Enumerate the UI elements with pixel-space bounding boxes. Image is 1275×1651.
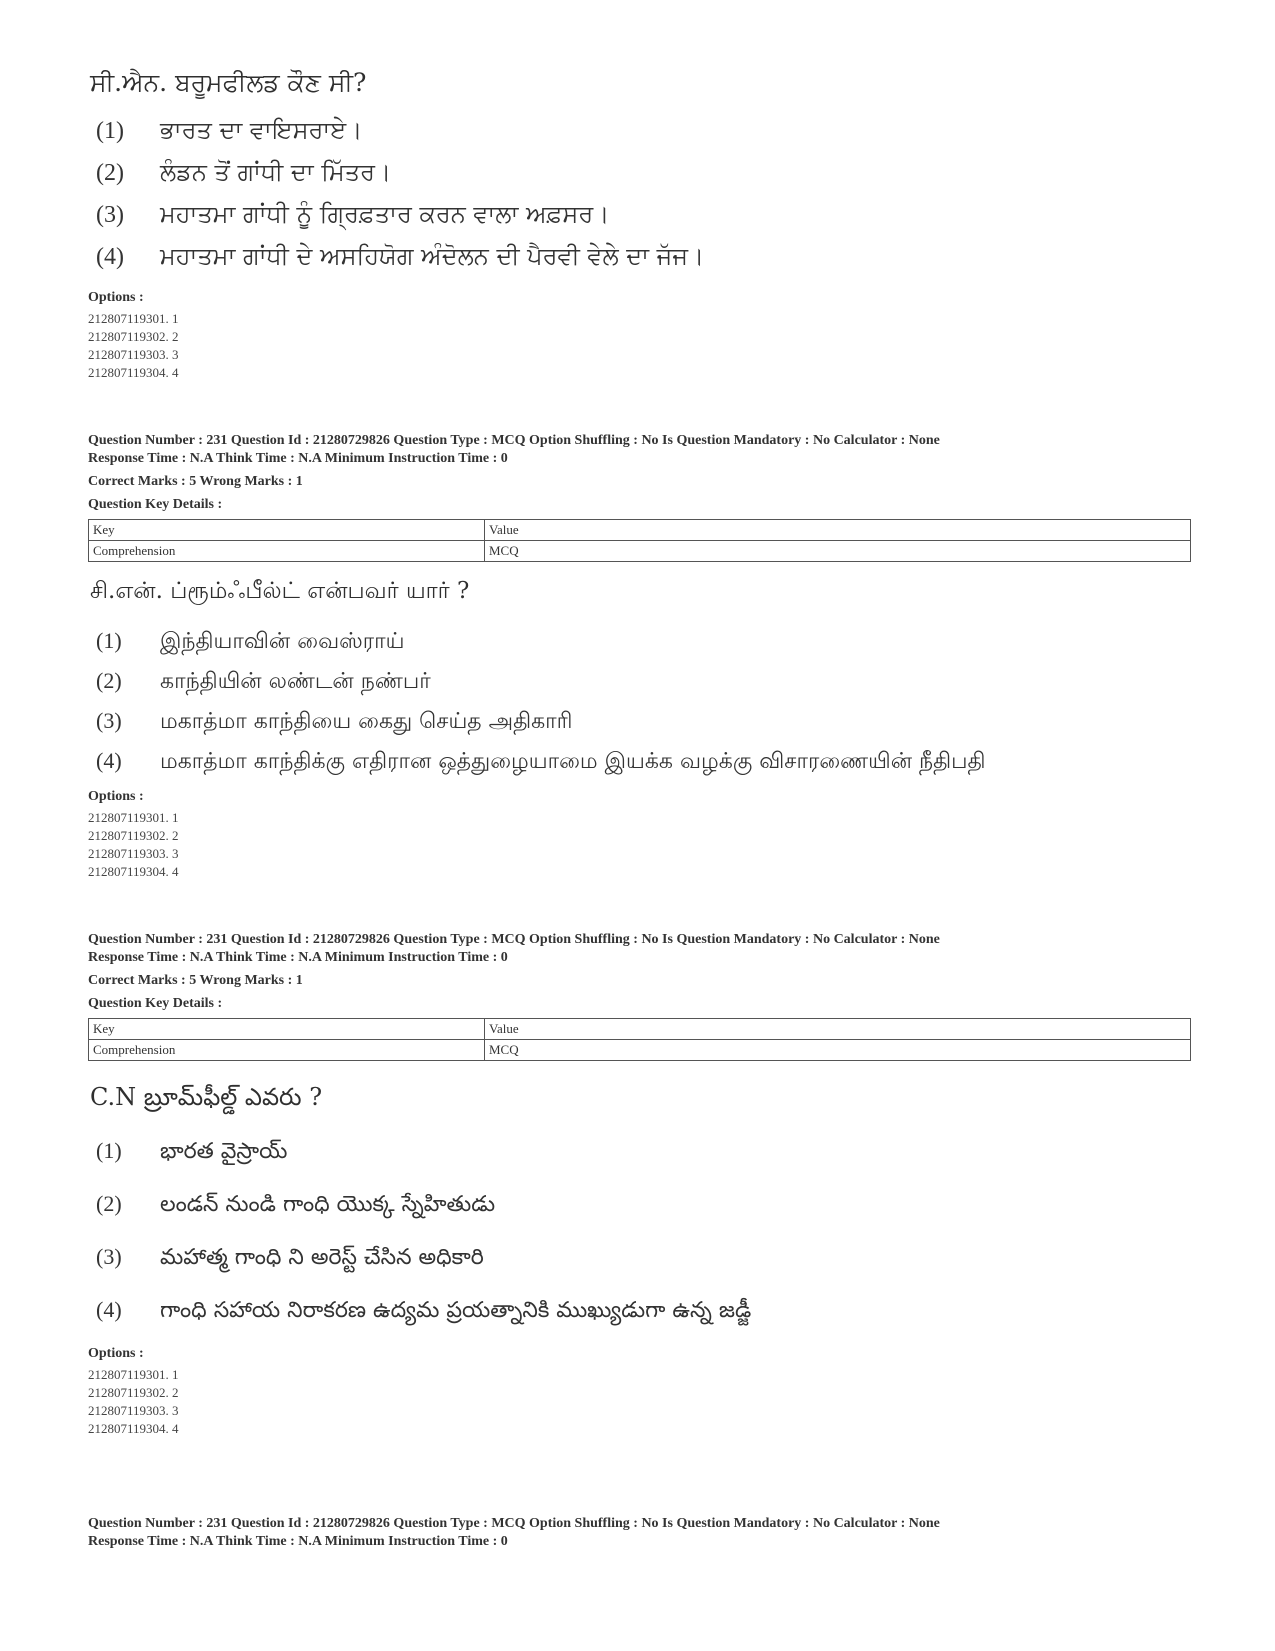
option-text: గాంధి సహాయ నిరాకరణ ఉద్యమ ప్రయత్నానికి ముఖ్యుడుగా ఉన్న జడ్జీ [160, 1298, 752, 1323]
option-number: (4) [96, 1297, 122, 1322]
option-id: 212807119302. 2 [88, 329, 179, 344]
question-text-tamil: சி.என். ப்ரூம்ஃபீல்ட் என்பவர் யார் ? [90, 578, 470, 604]
option-id: 212807119303. 3 [88, 846, 179, 861]
question-meta-line1: Question Number : 231 Question Id : 21280729826 Question Type : MCQ Option Shuffling : No Is Question Mandatory : No Calculator : None [88, 1516, 940, 1531]
question-meta-line1: Question Number : 231 Question Id : 21280729826 Question Type : MCQ Option Shuffling : No Is Question Mandatory : No Calculator : None [88, 932, 940, 947]
option-1 [96, 628, 404, 657]
table-cell-value: MCQ [485, 1040, 1191, 1061]
table-row [89, 541, 1191, 562]
table-header-value: Value [485, 1019, 1191, 1040]
option-number: (3) [96, 202, 124, 228]
option-1 [96, 116, 362, 145]
table-row [89, 1040, 1191, 1061]
option-id: 212807119303. 3 [88, 1403, 179, 1418]
option-4 [96, 242, 704, 271]
option-text: మహాత్మ గాంధి ని అరెస్ట్ చేసిన అధికారి [160, 1245, 484, 1270]
option-text: மகாத்மா காந்தியை கைது செய்த அதிகாரி [160, 709, 573, 734]
option-number: (1) [96, 1138, 122, 1163]
key-details-label: Question Key Details : [88, 497, 223, 512]
key-details-label: Question Key Details : [88, 996, 223, 1011]
option-4 [96, 1297, 751, 1328]
question-text-telugu: C.N బ్రూమ్‌ఫీల్డ్ ఎవరు ? [90, 1083, 323, 1111]
option-id: 212807119304. 4 [88, 864, 179, 879]
option-id: 212807119301. 1 [88, 810, 179, 825]
option-text: மகாத்மா காந்திக்கு எதிரான ஒத்துழையாமை இயக்க வழக்கு விசாரணையின் நீதிபதி [160, 749, 986, 774]
option-id: 212807119302. 2 [88, 1385, 179, 1400]
option-text: ਭਾਰਤ ਦਾ ਵਾਇਸਰਾਏ। [160, 116, 363, 144]
table-header-key: Key [89, 1019, 485, 1040]
option-text: காந்தியின் லண்டன் நண்பர் [160, 669, 431, 694]
option-id: 212807119301. 1 [88, 1367, 179, 1382]
marks-line: Correct Marks : 5 Wrong Marks : 1 [88, 973, 303, 988]
question-meta-line1: Question Number : 231 Question Id : 21280729826 Question Type : MCQ Option Shuffling : No Is Question Mandatory : No Calculator : None [88, 433, 940, 448]
option-text: ਮਹਾਤਮਾ ਗਾਂਧੀ ਨੂੰ ਗ੍ਰਿਫ਼ਤਾਰ ਕਰਨ ਵਾਲਾ ਅਫ਼ਸਰ। [160, 200, 610, 228]
option-text: లండన్ నుండి గాంధి యొక్క స్నేహితుడు [160, 1192, 496, 1217]
option-1 [96, 1138, 287, 1169]
table-cell-key: Comprehension [89, 1040, 485, 1061]
option-number: (4) [96, 748, 122, 773]
option-text: భారత వైస్రాయ్ [160, 1139, 288, 1164]
option-id-list [88, 310, 179, 382]
options-label: Options : [88, 1346, 144, 1361]
marks-line: Correct Marks : 5 Wrong Marks : 1 [88, 474, 303, 489]
key-details-table [88, 519, 1191, 562]
table-cell-key: Comprehension [89, 541, 485, 562]
option-number: (3) [96, 708, 122, 733]
option-text: ਮਹਾਤਮਾ ਗਾਂਧੀ ਦੇ ਅਸਹਿਯੋਗ ਅੰਦੋਲਨ ਦੀ ਪੈਰਵੀ ਵੇਲੇ ਦਾ ਜੱਜ। [160, 242, 705, 270]
question-meta-line2: Response Time : N.A Think Time : N.A Minimum Instruction Time : 0 [88, 451, 508, 466]
option-3 [96, 708, 573, 737]
option-number: (2) [96, 1191, 122, 1216]
options-label: Options : [88, 290, 144, 305]
option-4 [96, 748, 986, 777]
option-number: (1) [96, 628, 122, 653]
option-number: (2) [96, 668, 122, 693]
option-number: (2) [96, 160, 124, 186]
option-id: 212807119304. 4 [88, 1421, 179, 1436]
option-id: 212807119302. 2 [88, 828, 179, 843]
question-meta-line2: Response Time : N.A Think Time : N.A Minimum Instruction Time : 0 [88, 950, 508, 965]
option-2 [96, 668, 431, 697]
table-header-value: Value [485, 520, 1191, 541]
option-text: ਲੰਡਨ ਤੋਂ ਗਾਂਧੀ ਦਾ ਮਿੱਤਰ। [160, 158, 392, 186]
table-header-row [89, 520, 1191, 541]
option-3 [96, 200, 609, 229]
option-number: (1) [96, 118, 124, 144]
option-2 [96, 158, 391, 187]
option-2 [96, 1191, 495, 1222]
key-details-table [88, 1018, 1191, 1061]
option-id: 212807119301. 1 [88, 311, 179, 326]
table-cell-value: MCQ [485, 541, 1191, 562]
option-id: 212807119303. 3 [88, 347, 179, 362]
option-id-list [88, 809, 179, 881]
option-number: (3) [96, 1244, 122, 1269]
question-text-punjabi: ਸੀ.ਐਨ. ਬਰੂਮਫੀਲਡ ਕੌਣ ਸੀ? [90, 68, 367, 97]
table-header-row [89, 1019, 1191, 1040]
option-number: (4) [96, 244, 124, 270]
question-meta-line2: Response Time : N.A Think Time : N.A Minimum Instruction Time : 0 [88, 1534, 508, 1549]
table-header-key: Key [89, 520, 485, 541]
option-text: இந்தியாவின் வைஸ்ராய் [160, 629, 405, 654]
options-label: Options : [88, 789, 144, 804]
option-id: 212807119304. 4 [88, 365, 179, 380]
option-3 [96, 1244, 484, 1275]
option-id-list [88, 1366, 179, 1438]
